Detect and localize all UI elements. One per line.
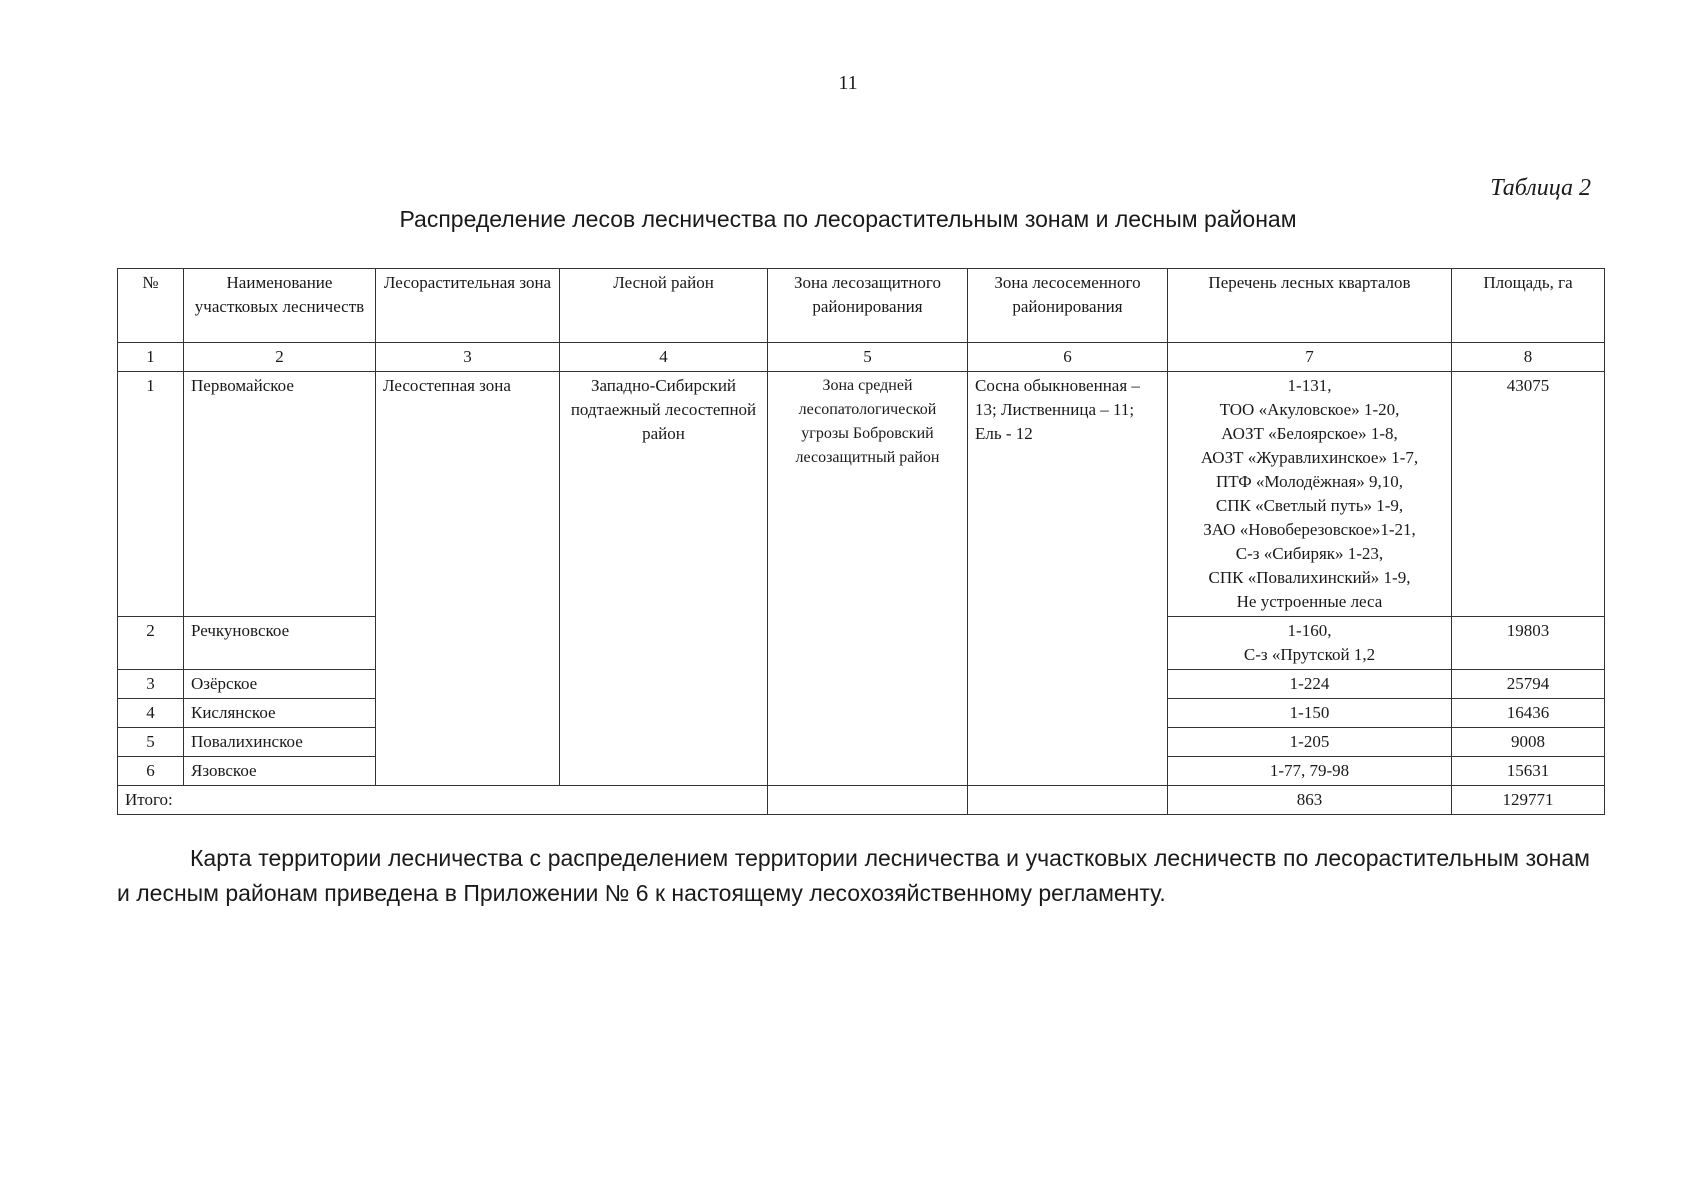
quarters-line: 1-160,	[1287, 621, 1332, 640]
row-number: 6	[118, 757, 184, 786]
quarters-cell: 1-205	[1168, 728, 1452, 757]
area-cell: 25794	[1452, 670, 1605, 699]
table-label: Таблица 2	[1490, 175, 1591, 201]
quarters-line: СПК «Повалихинский» 1-9,	[1208, 568, 1411, 587]
header-seed-zone: Зона лесосеменного районирования	[968, 269, 1168, 343]
column-number: 1	[118, 343, 184, 372]
quarters-cell: 1-77, 79-98	[1168, 757, 1452, 786]
row-number: 2	[118, 617, 184, 670]
header-district: Лесной район	[560, 269, 768, 343]
row-number: 3	[118, 670, 184, 699]
page-number: 11	[838, 72, 858, 94]
column-number: 3	[376, 343, 560, 372]
table-title: Распределение лесов лесничества по лесорастительным зонам и лесным районам	[399, 206, 1297, 232]
header-area: Площадь, га	[1452, 269, 1605, 343]
column-number: 4	[560, 343, 768, 372]
forest-distribution-table	[117, 268, 1605, 815]
column-number: 7	[1168, 343, 1452, 372]
header-name: Наименование участковых лесничеств	[184, 269, 376, 343]
row-number: 1	[118, 372, 184, 617]
forestry-name: Повалихинское	[184, 728, 376, 757]
row-number: 5	[118, 728, 184, 757]
quarters-cell	[1168, 372, 1452, 617]
total-quarters: 863	[1168, 786, 1452, 815]
quarters-line: 1-131,	[1287, 376, 1332, 395]
total-empty-cell	[768, 786, 968, 815]
column-number: 5	[768, 343, 968, 372]
column-number: 6	[968, 343, 1168, 372]
quarters-line: СПК «Светлый путь» 1-9,	[1215, 496, 1404, 515]
quarters-line: С-з «Прутской 1,2	[1243, 645, 1376, 664]
area-cell: 19803	[1452, 617, 1605, 670]
quarters-line: АОЗТ «Белоярское» 1-8,	[1221, 424, 1398, 443]
quarters-cell: 1-224	[1168, 670, 1452, 699]
quarters-line: С-з «Сибиряк» 1-23,	[1235, 544, 1384, 563]
forestry-name: Озёрское	[184, 670, 376, 699]
forestry-name: Речкуновское	[184, 617, 376, 670]
column-number: 8	[1452, 343, 1605, 372]
quarters-line: Не устроенные леса	[1236, 592, 1383, 611]
total-row	[118, 786, 1605, 815]
total-empty-cell	[968, 786, 1168, 815]
row-number: 4	[118, 699, 184, 728]
district-cell: Западно-Сибирский подтаежный лесостепной район	[560, 372, 768, 786]
zone-cell: Лесостепная зона	[376, 372, 560, 786]
header-protection-zone: Зона лесозащитного районирования	[768, 269, 968, 343]
quarters-line: ПТФ «Молодёжная» 9,10,	[1215, 472, 1404, 491]
header-zone: Лесорастительная зона	[376, 269, 560, 343]
forestry-name: Первомайское	[184, 372, 376, 617]
area-cell: 16436	[1452, 699, 1605, 728]
header-number: №	[118, 269, 184, 343]
seed-zone-cell: Сосна обыкновенная – 13; Лиственница – 11; Ель - 12	[968, 372, 1168, 786]
area-cell: 43075	[1452, 372, 1605, 617]
quarters-line: ЗАО «Новоберезовское»1-21,	[1203, 520, 1416, 539]
area-cell: 15631	[1452, 757, 1605, 786]
total-label: Итого:	[118, 786, 768, 815]
protection-zone-cell: Зона средней лесопатологической угрозы Бобровский лесозащитный район	[768, 372, 968, 786]
body-paragraph: Карта территории лесничества с распределением территории лесничества и участковых лесничеств по лесорастительным зонам и лесным районам приведена в Приложении № 6 к настоящему лесохозяйственному регламенту.	[117, 845, 1590, 906]
quarters-cell	[1168, 617, 1452, 670]
column-number: 2	[184, 343, 376, 372]
area-cell: 9008	[1452, 728, 1605, 757]
quarters-line: ТОО «Акуловское» 1-20,	[1219, 400, 1400, 419]
quarters-line: АОЗТ «Журавлихинское» 1-7,	[1200, 448, 1419, 467]
forestry-name: Кислянское	[184, 699, 376, 728]
total-area: 129771	[1452, 786, 1605, 815]
header-quarters: Перечень лесных кварталов	[1168, 269, 1452, 343]
header-row	[118, 269, 1605, 343]
quarters-cell: 1-150	[1168, 699, 1452, 728]
table-row	[118, 372, 1605, 617]
column-number-row	[118, 343, 1605, 372]
forestry-name: Язовское	[184, 757, 376, 786]
